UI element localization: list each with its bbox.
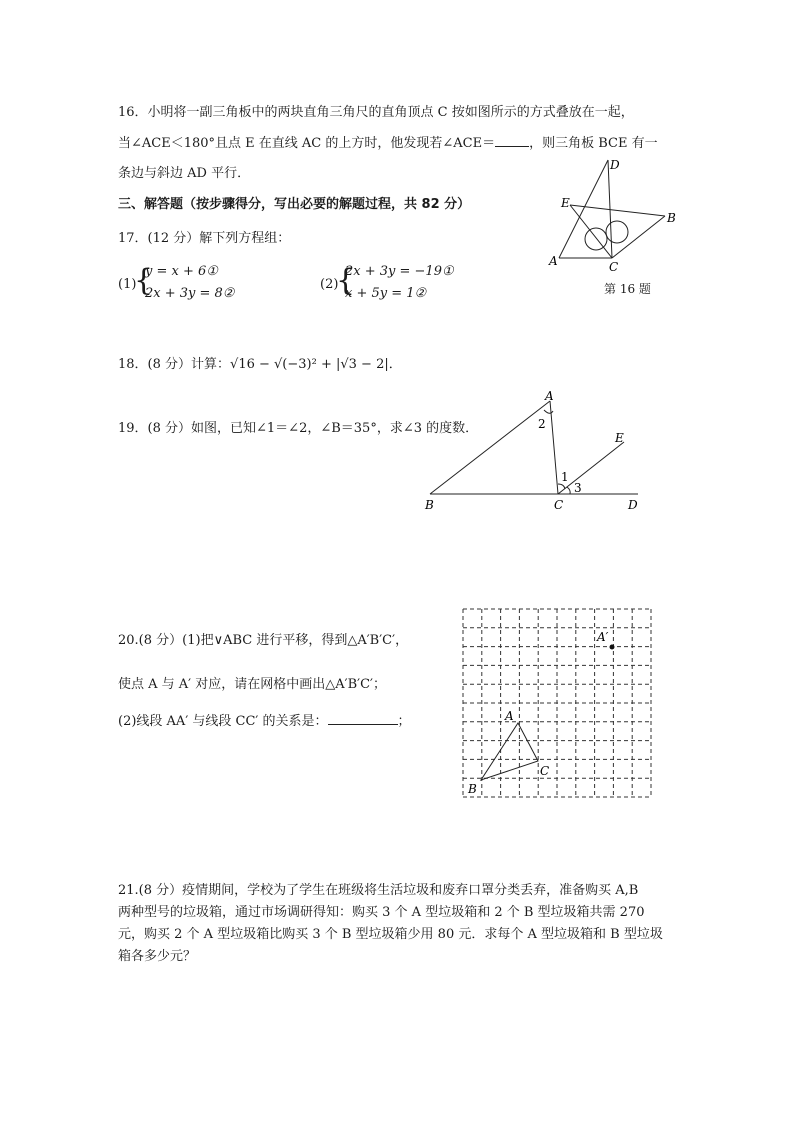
- q21-line4: 箱各多少元？: [118, 949, 197, 964]
- q16-line2-part2: ，则三角板 BCE 有一: [529, 136, 658, 151]
- q17-part1-eq1: y = x + 6①: [145, 264, 218, 279]
- q20-line3: [118, 712, 411, 731]
- q21-line3: 元，购买 2 个 A 型垃圾箱比购买 3 个 B 型垃圾箱少用 80 元．求每个 A 型垃圾箱和 B 型垃圾: [118, 927, 663, 942]
- q17-part2-eq2: x + 5y = 1②: [345, 286, 427, 301]
- q20-grid-figure: [463, 609, 651, 799]
- q19-line-ce: [558, 442, 624, 494]
- q16-label-a: A: [549, 254, 558, 268]
- q20-triangle-abc: [481, 723, 538, 780]
- q16-line2-part1: 当∠ACE＜180°且点 E 在直线 AC 的上方时，他发现若∠ACE＝: [118, 136, 496, 151]
- q19-line-ac: [550, 401, 558, 494]
- q19-label-angle-3: 3: [574, 481, 582, 495]
- q20-label-a-prime: A′: [597, 630, 609, 644]
- q17-part2-eq1: 2x + 3y = −19①: [345, 264, 454, 279]
- q16-circle-right: [606, 221, 628, 243]
- q19-label-angle-1: 1: [561, 470, 569, 484]
- q16-line-eb: [570, 205, 665, 216]
- q19-angle-2-arc: [544, 410, 553, 413]
- q19-angle-3-arc: [567, 487, 570, 494]
- q20-point-a-prime: [610, 645, 615, 650]
- q19-label-e: E: [615, 431, 624, 445]
- q19-stem: 19．(8 分）如图，已知∠1＝∠2，∠B＝35°，求∠3 的度数．: [118, 421, 479, 436]
- q18: [118, 356, 402, 374]
- q18-stem: 18．(8 分）计算：: [118, 357, 231, 372]
- q21-line1: 21.(8 分）疫情期间，学校为了学生在班级将生活垃圾和废弃口罩分类丢弃，准备购买 A,B: [118, 883, 639, 898]
- q19-figure: [420, 388, 650, 518]
- q17-part2-brace: {: [336, 263, 356, 298]
- q20-label-c: C: [540, 764, 550, 778]
- q20-line1: 20.(8 分）(1)把∨ABC 进行平移，得到△A′B′C′，: [118, 633, 409, 648]
- q20-grid: [463, 609, 651, 797]
- q16-line1: 16．小明将一副三角板中的两块直角三角尺的直角顶点 C 按如图所示的方式叠放在一起，: [118, 105, 634, 120]
- q19-label-d: D: [628, 498, 638, 512]
- q19-label-angle-2: 2: [538, 417, 546, 431]
- q19-label-b: B: [425, 498, 434, 512]
- q20-line3-part2: ；: [397, 714, 411, 729]
- q19-line-ba: [430, 401, 550, 494]
- q16-circle-left: [585, 228, 607, 250]
- q18-expression: √16 − √(−3)² + |√3 − 2|．: [230, 357, 402, 372]
- q17-part1-brace: {: [134, 263, 154, 298]
- q16-answer-blank[interactable]: [495, 134, 529, 147]
- q16-label-d: D: [610, 158, 620, 172]
- q20-label-b: B: [468, 782, 477, 796]
- q17-part2-label: (2): [320, 277, 339, 292]
- q17-part1-label: (1): [118, 277, 137, 292]
- q19-angle-1-arc: [558, 484, 565, 489]
- section-3-heading: 三、解答题（按步骤得分，写出必要的解题过程，共 82 分）: [118, 197, 471, 212]
- q21-line2: 两种型号的垃圾箱，通过市场调研得知：购买 3 个 A 型垃圾箱和 2 个 B 型垃圾箱共需 270: [118, 905, 645, 920]
- q16-figure: [540, 150, 690, 290]
- q16-label-c: C: [609, 260, 619, 274]
- q16-line3: 条边与斜边 AD 平行．: [118, 166, 251, 181]
- q20-line2: 使点 A 与 A′ 对应，请在网格中画出△A′B′C′；: [118, 677, 386, 692]
- q16-figure-caption: 第 16 题: [604, 282, 651, 296]
- q20-label-a: A: [505, 709, 514, 723]
- q16-label-b: B: [667, 211, 676, 225]
- q16-line-bc: [612, 216, 665, 258]
- q19-label-a: A: [545, 389, 554, 403]
- q17-stem: 17．(12 分）解下列方程组：: [118, 231, 291, 246]
- q16-label-e: E: [561, 196, 570, 210]
- q17-part1-eq2: 2x + 3y = 8②: [145, 286, 235, 301]
- q20-line3-part1: (2)线段 AA′ 与线段 CC′ 的关系是：: [118, 714, 328, 729]
- q20-answer-blank[interactable]: [328, 712, 398, 725]
- q19-label-c: C: [554, 498, 564, 512]
